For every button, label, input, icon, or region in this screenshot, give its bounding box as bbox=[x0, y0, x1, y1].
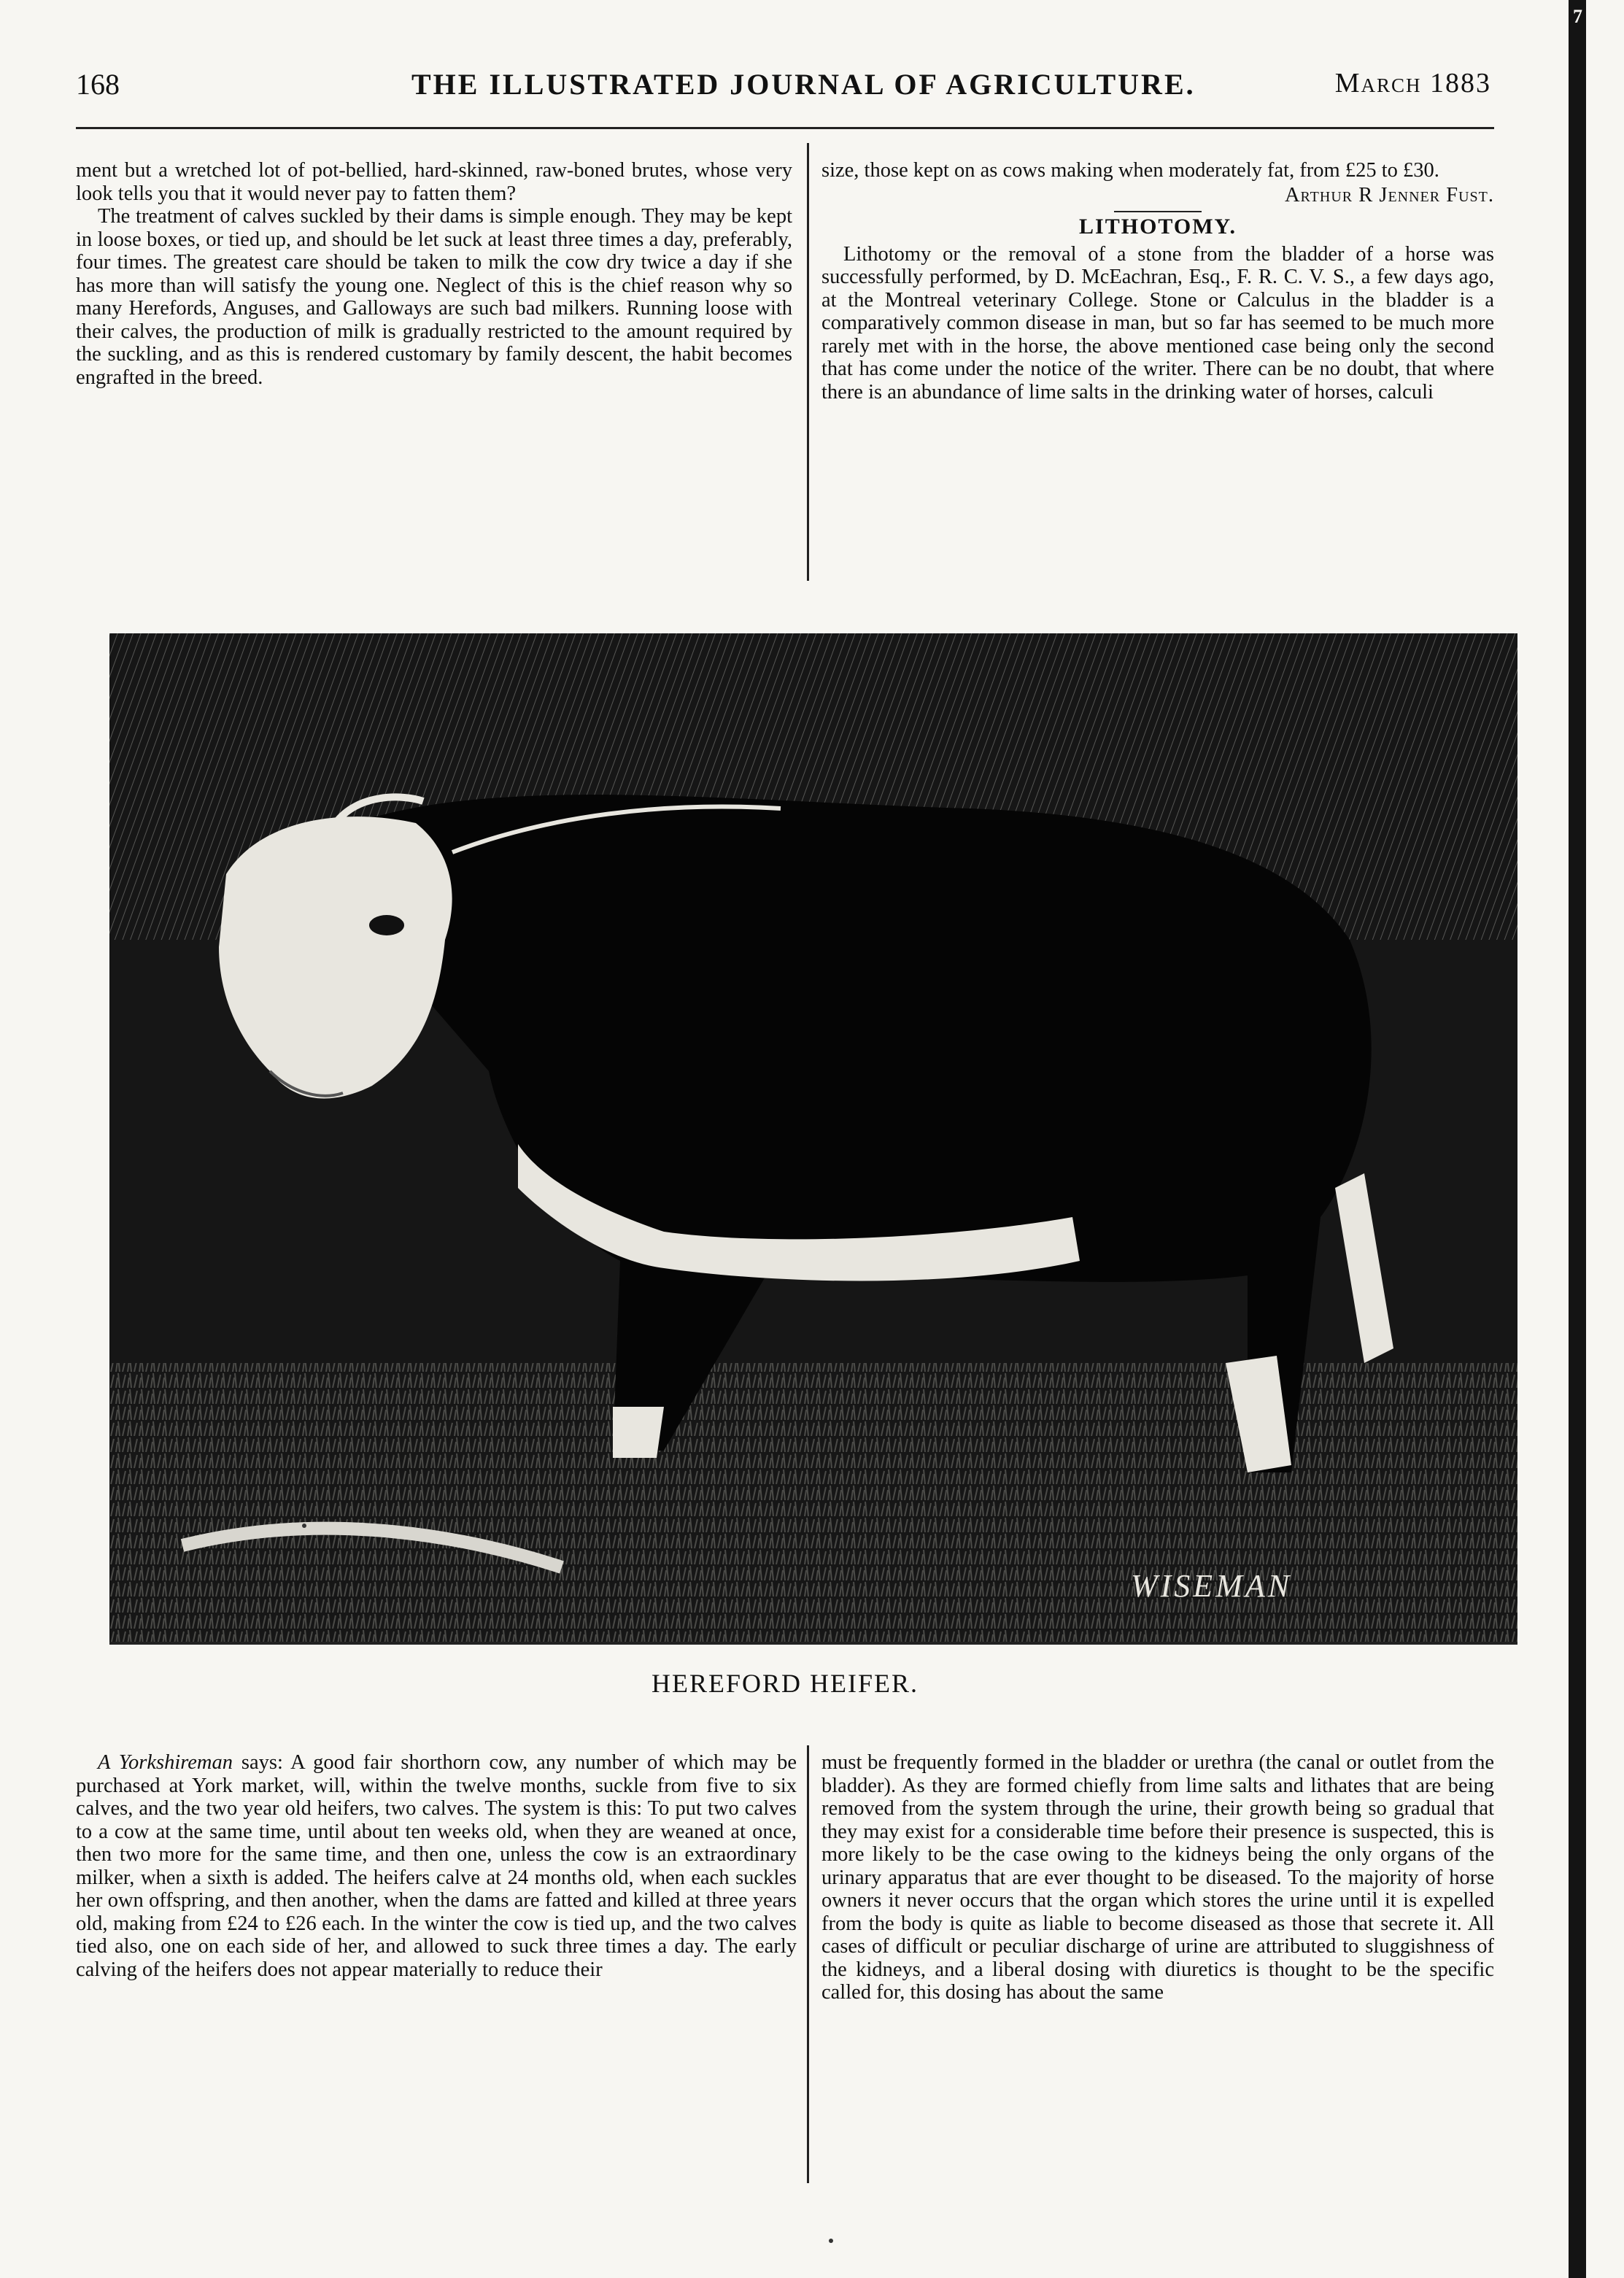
paragraph: The treatment of calves suckled by their dams is simple enough. They may be kept in loose boxes, or tied up, and should be let suck at least three times a day, preferably, four times. The greatest care should be taken to milk the cow dry twice a day if she has more than will satisfy the young one. Neglect of this is the chief reason why so many Herefords, Anguses, and Galloways are such bad milkers. Running loose with their calves, the production of milk is gradually restricted to the amount required by the suckling, and as this is rendered customary by family descent, the habit becomes engrafted in the breed. bbox=[76, 205, 792, 389]
top-left-column bbox=[76, 159, 792, 389]
paragraph: must be frequently formed in the bladder or urethra (the canal or outlet from the bladder). As they are formed chiefly from lime salts and lithates that are being removed from the system through the urine, their growth being so gradual that they may exist for a considerable time before their presence is suspected, this is more likely to be the case owing to the kidneys being the only organs of the urinary apparatus that are ever thought to be diseased. To the majority of horse owners it never occurs that the organ which stores the urine until it is expelled from the body is quite as liable to become diseased as those that secrete it. All cases of difficult or peculiar discharge of urine are attributed to sluggishness of the kidneys, and a liberal dosing with diuretics is thought to be the specific called for, this dosing has about the same bbox=[821, 1751, 1494, 2004]
paragraph: size, those kept on as cows making when moderately fat, from £25 to £30. bbox=[821, 159, 1439, 182]
header-rule bbox=[76, 127, 1494, 129]
page-number: 168 bbox=[76, 68, 120, 101]
section-divider bbox=[1114, 211, 1202, 212]
figure-caption: HEREFORD HEIFER. bbox=[651, 1669, 919, 1698]
paragraph: Lithotomy or the removal of a stone from the bladder of a horse was successfully performed, by D. McEachran, Esq., F. R. C. V. S., a few days ago, at the Montreal veterinary College. Stone or Calculus in the bladder is a comparatively common disease in man, but so far has seemed to be much more rarely met with in the horse, the above mentioned case being only the second that has come under the notice of the writer. There can be no doubt, that where there is an abundance of lime salts in the drinking water of horses, calculi bbox=[821, 242, 1494, 404]
journal-title: THE ILLUSTRATED JOURNAL OF AGRICULTURE. bbox=[411, 68, 1196, 101]
paragraph-text: says: A good fair shorthorn cow, any number of which may be purchased at York market, will, within the twelve months, suckle from five to six calves, and the two year old heifers, two calves. The system is this: To put two calves to a cow at the same time, until about ten weeks old, when they are weaned at once, then two more for the same time, and then one, unless the cow is an extraordinary milker, when a sixth is added. The heifers calve at 24 months old, when each suckles her own offspring, and then another, when the dams are fatted and killed at three years old, making from £24 to £26 each. In the winter the cow is tied up, and the two calves tied also, one on each side of her, and allowed to suck three times a day. The early calving of the heifers does not appear materially to reduce their bbox=[76, 1751, 797, 1981]
hereford-heifer-engraving bbox=[109, 633, 1517, 1645]
section-heading: LITHOTOMY. bbox=[1079, 215, 1237, 239]
scan-edge-bar bbox=[1569, 0, 1586, 2278]
engraving-illustration bbox=[109, 633, 1517, 1642]
author-signature: Arthur R Jenner Fust. bbox=[1284, 183, 1494, 206]
top-right-column bbox=[821, 159, 1494, 404]
paragraph-lead: A Yorkshireman bbox=[98, 1751, 233, 1774]
bottom-right-column bbox=[821, 1751, 1494, 2004]
paragraph: ment but a wretched lot of pot-bellied, hard-skinned, raw-boned brutes, whose very look tells you that it would never pay to fatten them? bbox=[76, 159, 792, 205]
engraver-signature: WISEMAN bbox=[1131, 1568, 1293, 1604]
print-speck bbox=[302, 1524, 306, 1528]
page-header bbox=[76, 67, 1491, 111]
column-rule bbox=[807, 1745, 809, 2183]
column-rule bbox=[807, 143, 809, 581]
issue-date: March 1883 bbox=[1334, 68, 1491, 99]
bottom-left-column bbox=[76, 1751, 797, 1981]
print-speck bbox=[829, 2239, 833, 2243]
scan-edge-mark: 7 bbox=[1573, 6, 1582, 27]
paragraph bbox=[76, 1751, 797, 1981]
